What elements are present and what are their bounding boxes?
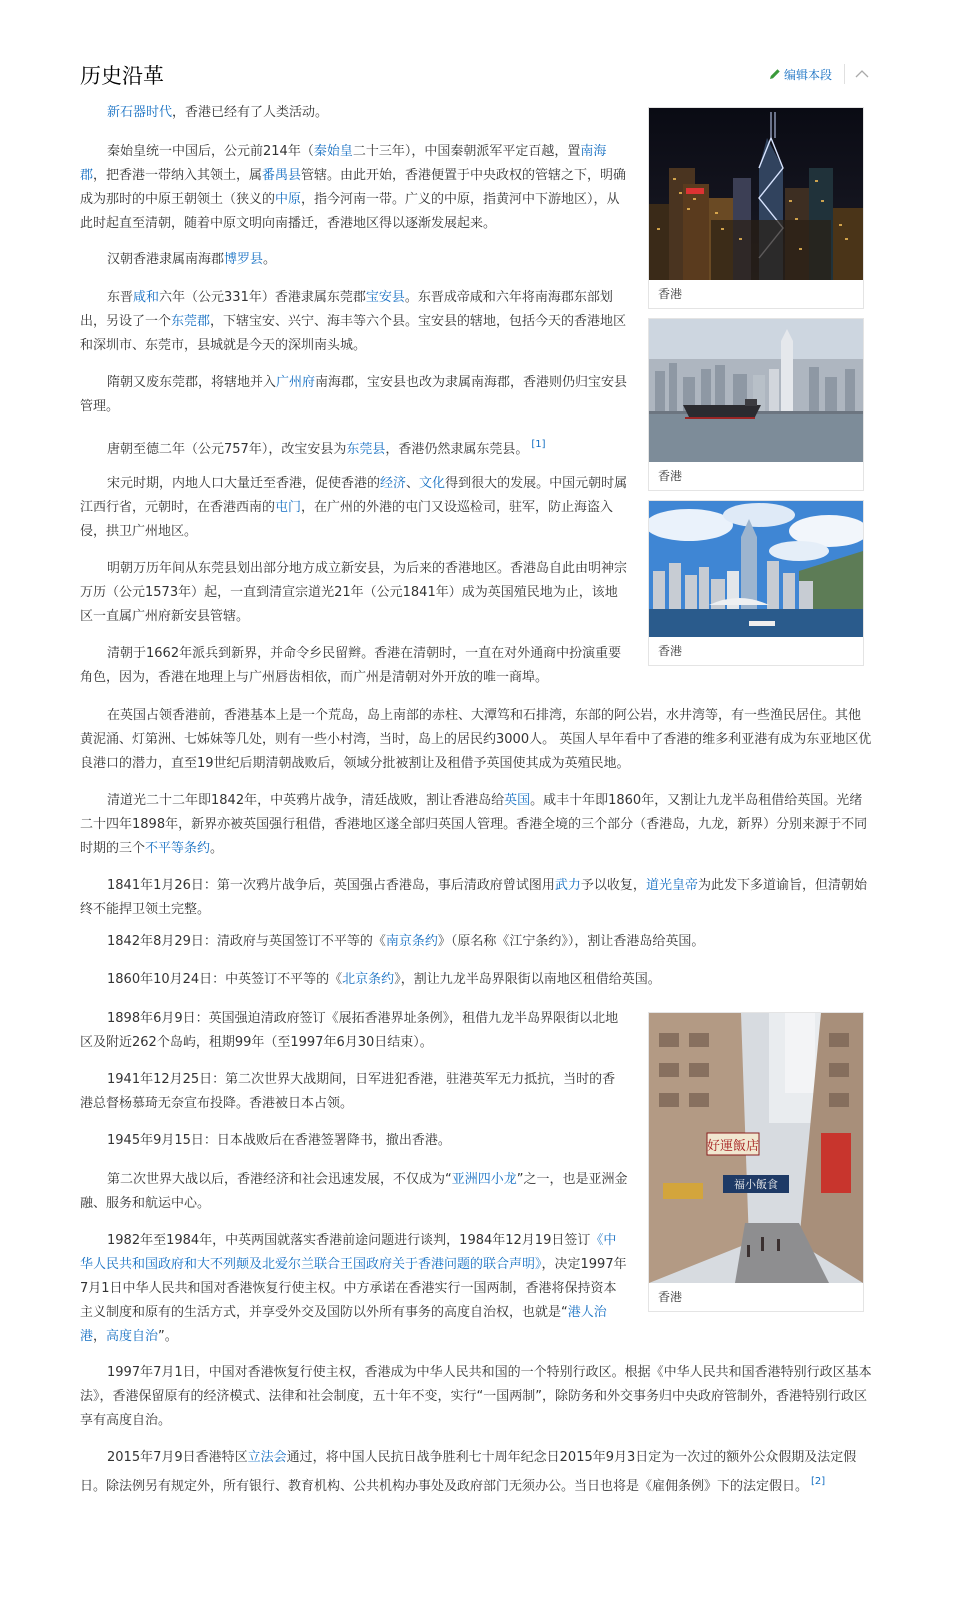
reference-link[interactable]: [2] (811, 1476, 826, 1487)
paragraph: 1945年9月15日：日本战败后在香港签署降书，撤出香港。 (107, 1133, 451, 1148)
link-britain[interactable]: 英国 (504, 793, 531, 808)
link-culture[interactable]: 文化 (419, 476, 446, 491)
link-neolithic[interactable]: 新石器时代 (107, 105, 173, 120)
paragraph: 1841年1月26日：第一次鸦片战争后，英国强占香港岛，事后清政府曾试图用武力予以收复，道光皇帝为此发下多道谕旨，但清朝始终不能捍卫领土完整。 (80, 878, 867, 917)
link-baoan[interactable]: 宝安县 (365, 290, 405, 305)
paragraph: 唐朝至德二年（公元757年），改宝安县为东莞县，香港仍然隶属东莞县。 [1] (107, 439, 546, 457)
edit-section-button[interactable] (769, 66, 832, 84)
reference-link[interactable]: [1] (531, 439, 546, 450)
link-panyu[interactable]: 番禺县 (262, 168, 302, 183)
link-high-autonomy[interactable]: 高度自治 (106, 1329, 159, 1344)
link-tuenmun[interactable]: 屯门 (275, 500, 302, 515)
paragraph: 汉朝香港隶属南海郡博罗县。 (107, 252, 277, 267)
paragraph: 明朝万历年间从东莞县划出部分地方成立新安县，为后来的香港地区。香港岛自此由明神宗万历（公元1573年）起，一直到清宣宗道光21年（公元1841年）成为英国殖民地为止，该地区一直属广州府新安县管辖。 (80, 561, 628, 624)
link-economy[interactable]: 经济 (380, 476, 407, 491)
link-guangzhoufu[interactable]: 广州府 (276, 375, 316, 390)
hk-street-image (649, 1013, 863, 1283)
link-four-dragons[interactable]: 亚洲四小龙 (451, 1172, 517, 1187)
edit-section-label: 编辑本段 (783, 68, 832, 82)
link-qinshihuang[interactable]: 秦始皇 (313, 144, 353, 159)
link-unequal-treaties[interactable]: 不平等条约 (145, 841, 211, 856)
figure-caption: 香港 (658, 287, 683, 301)
link-nanjing-treaty[interactable]: 南京条约 (385, 934, 438, 949)
figure-hk-street[interactable] (648, 1012, 864, 1312)
paragraph: 隋朝又废东莞郡，将辖地并入广州府南海郡，宝安县也改为隶属南海郡，香港则仍归宝安县管理。 (80, 375, 628, 414)
figure-caption: 香港 (658, 644, 683, 658)
link-xianhe[interactable]: 咸和 (133, 290, 160, 305)
figure-caption: 香港 (658, 1290, 683, 1304)
sign-text: 福小飯食 (734, 1178, 778, 1191)
paragraph: 1982年至1984年，中英两国就落实香港前途问题进行谈判，1984年12月19日签订《中华人民共和国政府和大不列颠及北爱尔兰联合王国政府关于香港问题的联合声明》，决定1997年7月1日中华人民共和国对香港恢复行使主权。中方承诺在香港实行一国两制，香港将保持资本主义制度和原有的生活方式，并享受外交及国防以外所有事务的高度自治权，也就是“港人治港，高度自治”。 (80, 1233, 627, 1344)
link-legco[interactable]: 立法会 (247, 1450, 287, 1465)
paragraph: 宋元时期，内地人口大量迁至香港，促使香港的经济、文化得到很大的发展。中国元朝时属江西行省，元朝时，在香港西南的屯门，在广州的外港的屯门又设巡检司，驻军，防止海盗入侵，拱卫广州地区。 (80, 476, 628, 539)
figure-caption: 香港 (658, 469, 683, 483)
paragraph: 1842年8月29日：清政府与英国签订不平等的《南京条约》（原名称《江宁条约》），割让香港岛给英国。 (107, 934, 705, 949)
paragraph: 1898年6月9日：英国强迫清政府签订《展拓香港界址条例》，租借九龙半岛界限街以北地区及附近262个岛屿，租期99年（至1997年6月30日结束）。 (80, 1011, 619, 1050)
paragraph: 清朝于1662年派兵到新界，并命令乡民留辫。香港在清朝时，一直在对外通商中扮演重要角色，因为，香港在地理上与广州唇齿相依，而广州是清朝对外开放的唯一商埠。 (80, 646, 622, 685)
pencil-icon (769, 68, 781, 80)
section-header (80, 62, 870, 92)
link-dongguanxian[interactable]: 东莞县 (346, 442, 386, 457)
paragraph: 东晋咸和六年（公元331年）香港隶属东莞郡宝安县。东晋成帝咸和六年将南海郡东部划出，另设了一个东莞郡，下辖宝安、兴宁、海丰等六个县。宝安县的辖地，包括今天的香港地区和深圳市、东莞市，县城就是今天的深圳南头城。 (80, 290, 627, 353)
figure-hk-night[interactable] (648, 107, 864, 309)
paragraph: 1997年7月1日，中国对香港恢复行使主权，香港成为中华人民共和国的一个特别行政区。根据《中华人民共和国香港特别行政区基本法》，香港保留原有的经济模式、法律和社会制度，五十年不变，实行“一国两制”，除防务和外交事务归中央政府管制外，香港特别行政区享有高度自治。 (80, 1365, 872, 1428)
paragraph: 新石器时代，香港已经有了人类活动。 (107, 105, 329, 120)
hk-skyline-image (649, 501, 863, 637)
section-title: 历史沿革 (80, 64, 164, 88)
paragraph: 1941年12月25日：第二次世界大战期间，日军进犯香港，驻港英军无力抵抗，当时的香港总督杨慕琦无奈宣布投降。香港被日本占领。 (80, 1072, 616, 1111)
link-military-force[interactable]: 武力 (554, 878, 581, 893)
hk-night-skyline-image (649, 108, 863, 280)
figure-hk-skyline[interactable] (648, 500, 864, 666)
sign-text: 好運飯店 (706, 1139, 760, 1154)
link-boluo[interactable]: 博罗县 (224, 252, 264, 267)
figure-hk-harbour[interactable] (648, 318, 864, 491)
paragraph: 1860年10月24日：中英签订不平等的《北京条约》，割让九龙半岛界限街以南地区租借给英国。 (107, 972, 661, 987)
link-hk-people-rule[interactable]: 港人治港 (80, 1305, 607, 1344)
link-dongguanjun[interactable]: 东莞郡 (171, 314, 211, 329)
link-joint-declaration[interactable]: 《中华人民共和国政府和大不列颠及北爱尔兰联合王国政府关于香港问题的联合声明》 (80, 1233, 617, 1272)
header-divider (844, 64, 845, 84)
paragraph: 第二次世界大战以后，香港经济和社会迅速发展，不仅成为“亚洲四小龙”之一，也是亚洲金融、服务和航运中心。 (80, 1172, 628, 1211)
paragraph: 2015年7月9日香港特区立法会通过，将中国人民抗日战争胜利七十周年纪念日2015年9月3日定为一次过的额外公众假期及法定假日。除法例另有规定外，所有银行、教育机构、公共机构办事处及政府部门无须办公。当日也将是《雇佣条例》下的法定假日。 [2] (80, 1450, 857, 1494)
hk-harbour-image (649, 319, 863, 462)
chevron-up-icon[interactable] (854, 66, 870, 82)
link-beijing-treaty[interactable]: 北京条约 (342, 972, 395, 987)
paragraph: 在英国占领香港前，香港基本上是一个荒岛，岛上南部的赤柱、大潭笃和石排湾，东部的阿公岩，水井湾等，有一些渔民居住。其他黄泥涌、灯第洲、七姊妹等几处，则有一些小村湾，当时，岛上的居民约3000人。 英国人早年看中了香港的维多利亚港有成为东亚地区优良港口的潜力，直至19世纪后期清朝战败后，领域分批被割让及租借予英国使其成为英殖民地。 (80, 708, 872, 771)
link-daoguang[interactable]: 道光皇帝 (645, 878, 698, 893)
paragraph: 清道光二十二年即1842年，中英鸦片战争，清廷战败，割让香港岛给英国。咸丰十年即1860年，又割让九龙半岛租借给英国。光绪二十四年1898年，新界亦被英国强行租借，香港地区遂全部归英国人管理。香港全境的三个部分（香港岛，九龙，新界）分别来源于不同时期的三个不平等条约。 (80, 793, 868, 856)
link-nanhai[interactable]: 南海郡 (80, 144, 607, 183)
paragraph: 秦始皇统一中国后，公元前214年（秦始皇二十三年），中国秦朝派军平定百越，置南海郡，把香港一带纳入其领土，属番禺县管辖。由此开始，香港便置于中央政权的管辖之下，明确成为那时的中原王朝领土（狭义的中原，指今河南一带。广义的中原，指黄河中下游地区），从此时起直至清朝，随着中原文明向南播迁，香港地区得以逐渐发展起来。 (80, 144, 627, 231)
link-zhongyuan[interactable]: 中原 (275, 192, 302, 207)
